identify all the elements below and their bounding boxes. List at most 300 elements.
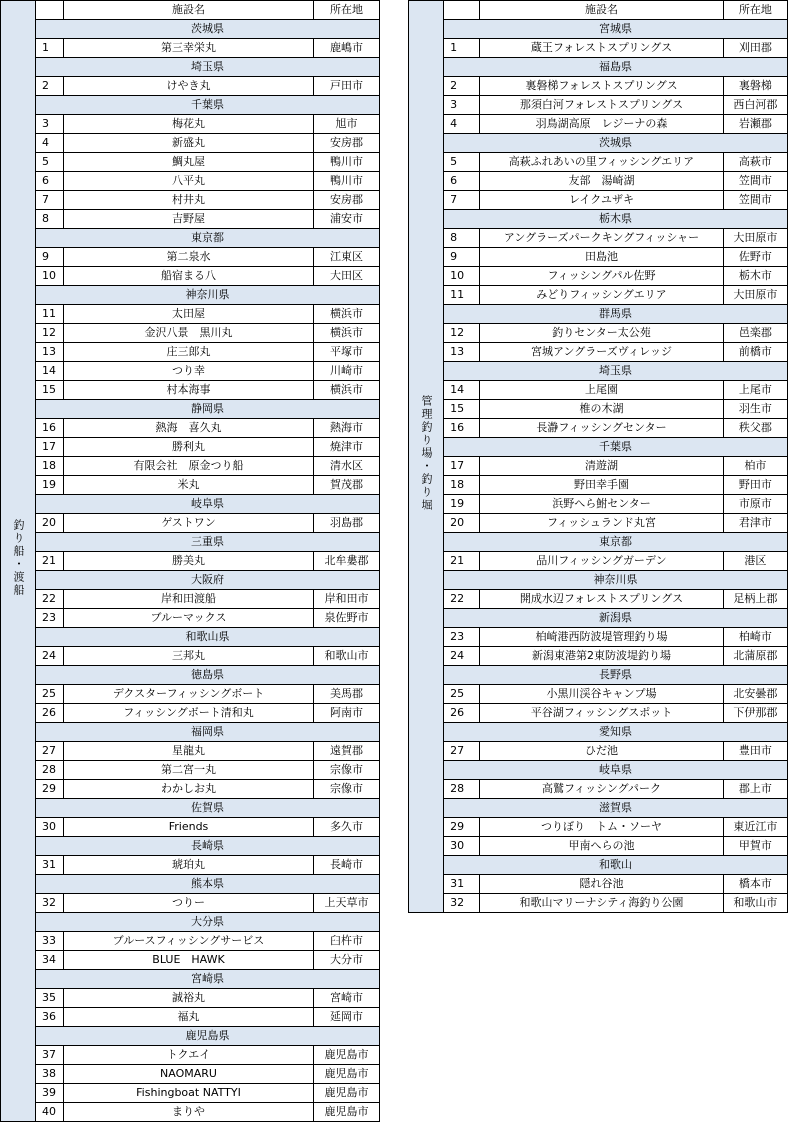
category-text: 管理釣り場・釣り堀 — [420, 395, 434, 512]
row-number: 24 — [36, 647, 64, 666]
row-number: 33 — [36, 932, 64, 951]
prefecture-row — [1, 20, 380, 39]
table-row — [1, 248, 380, 267]
prefecture-label: 埼玉県 — [36, 58, 380, 77]
row-number: 37 — [36, 1046, 64, 1065]
row-number: 17 — [36, 438, 64, 457]
location-name: 平塚市 — [314, 343, 380, 362]
row-number: 9 — [444, 248, 480, 267]
table-row — [409, 77, 788, 96]
table-row — [1, 77, 380, 96]
facility-name: けやき丸 — [64, 77, 314, 96]
facility-name: ゲストワン — [64, 514, 314, 533]
facility-name: 米丸 — [64, 476, 314, 495]
table-row — [409, 647, 788, 666]
location-name: 北安曇郡 — [723, 685, 787, 704]
row-number: 11 — [36, 305, 64, 324]
row-number: 19 — [444, 495, 480, 514]
row-number: 14 — [36, 362, 64, 381]
row-number: 18 — [444, 476, 480, 495]
facility-name: フィッシュランド丸宮 — [480, 514, 724, 533]
facility-name: 蔵王フォレストスプリングス — [480, 39, 724, 58]
table-row — [409, 514, 788, 533]
table-row — [1, 191, 380, 210]
prefecture-row — [409, 856, 788, 875]
prefecture-label: 長崎県 — [36, 837, 380, 856]
table-row — [409, 229, 788, 248]
facility-name: つりー — [64, 894, 314, 913]
prefecture-label: 茨城県 — [36, 20, 380, 39]
prefecture-row — [1, 533, 380, 552]
table-row — [1, 780, 380, 799]
location-name: 上天草市 — [314, 894, 380, 913]
prefecture-label: 群馬県 — [444, 305, 788, 324]
table-row — [409, 153, 788, 172]
row-number: 35 — [36, 989, 64, 1008]
row-number: 8 — [444, 229, 480, 248]
prefecture-label: 静岡県 — [36, 400, 380, 419]
table-row — [409, 96, 788, 115]
facility-name: 柏崎港西防波堤管理釣り場 — [480, 628, 724, 647]
table-row — [409, 818, 788, 837]
location-name: 秩父郡 — [723, 419, 787, 438]
location-name: 大田区 — [314, 267, 380, 286]
facility-name: 高萩ふれあいの里フィッシングエリア — [480, 153, 724, 172]
table-row — [409, 400, 788, 419]
table-row — [1, 476, 380, 495]
prefecture-row — [1, 286, 380, 305]
prefecture-row — [1, 628, 380, 647]
facility-name: ブルーマックス — [64, 609, 314, 628]
row-number: 13 — [444, 343, 480, 362]
table-row — [409, 476, 788, 495]
prefecture-label: 滋賀県 — [444, 799, 788, 818]
table-row — [1, 742, 380, 761]
row-number: 20 — [36, 514, 64, 533]
location-name: 宗像市 — [314, 761, 380, 780]
facility-name: 船宿まる八 — [64, 267, 314, 286]
row-number: 17 — [444, 457, 480, 476]
location-header: 所在地 — [314, 1, 380, 20]
prefecture-label: 佐賀県 — [36, 799, 380, 818]
table-row — [1, 1103, 380, 1122]
category-label — [1, 1, 36, 1122]
facility-name: 甲南へらの池 — [480, 837, 724, 856]
location-name: 賀茂郡 — [314, 476, 380, 495]
location-name: 佐野市 — [723, 248, 787, 267]
location-name: 下伊那郡 — [723, 704, 787, 723]
table-row — [1, 552, 380, 571]
location-name: 北牟婁郡 — [314, 552, 380, 571]
facility-name: 友部 湯崎湖 — [480, 172, 724, 191]
location-name: 豊田市 — [723, 742, 787, 761]
prefecture-row — [409, 134, 788, 153]
prefecture-row — [409, 305, 788, 324]
facility-name: 太田屋 — [64, 305, 314, 324]
row-number: 32 — [36, 894, 64, 913]
table-row — [409, 875, 788, 894]
prefecture-row — [409, 609, 788, 628]
facility-name: 鯛丸屋 — [64, 153, 314, 172]
prefecture-label: 埼玉県 — [444, 362, 788, 381]
facility-name: 岸和田渡船 — [64, 590, 314, 609]
row-number: 7 — [444, 191, 480, 210]
row-number: 39 — [36, 1084, 64, 1103]
table-row — [409, 685, 788, 704]
row-number: 15 — [36, 381, 64, 400]
location-name: 横浜市 — [314, 324, 380, 343]
facility-name: アングラーズパークキングフィッシャー — [480, 229, 724, 248]
prefecture-row — [1, 970, 380, 989]
location-name: 港区 — [723, 552, 787, 571]
row-number: 22 — [444, 590, 480, 609]
location-name: 野田市 — [723, 476, 787, 495]
location-name: 美馬郡 — [314, 685, 380, 704]
facility-name: 隠れ谷池 — [480, 875, 724, 894]
prefecture-row — [1, 666, 380, 685]
prefecture-label: 大分県 — [36, 913, 380, 932]
prefecture-label: 鹿児島県 — [36, 1027, 380, 1046]
facility-name: Fishingboat NATTYI — [64, 1084, 314, 1103]
facility-name: つり幸 — [64, 362, 314, 381]
location-name: 宗像市 — [314, 780, 380, 799]
row-number: 28 — [444, 780, 480, 799]
location-name: 鴨川市 — [314, 153, 380, 172]
prefecture-row — [409, 761, 788, 780]
location-name: 柏市 — [723, 457, 787, 476]
table-row — [409, 742, 788, 761]
row-number: 29 — [36, 780, 64, 799]
table-row — [1, 115, 380, 134]
prefecture-label: 千葉県 — [36, 96, 380, 115]
location-name: 刈田郡 — [723, 39, 787, 58]
row-number: 30 — [444, 837, 480, 856]
location-name: 延岡市 — [314, 1008, 380, 1027]
table-row — [1, 514, 380, 533]
row-number: 27 — [444, 742, 480, 761]
prefecture-row — [1, 58, 380, 77]
table-row — [1, 419, 380, 438]
facility-name: 熱海 喜久丸 — [64, 419, 314, 438]
table-row — [409, 343, 788, 362]
location-name: 高萩市 — [723, 153, 787, 172]
prefecture-row — [409, 723, 788, 742]
location-name: 横浜市 — [314, 381, 380, 400]
prefecture-row — [409, 799, 788, 818]
row-number: 12 — [36, 324, 64, 343]
row-number: 21 — [36, 552, 64, 571]
facility-name: 宮城アングラーズヴィレッジ — [480, 343, 724, 362]
location-name: 西白河郡 — [723, 96, 787, 115]
location-name: 横浜市 — [314, 305, 380, 324]
row-number: 31 — [36, 856, 64, 875]
table-row — [1, 362, 380, 381]
location-name: 焼津市 — [314, 438, 380, 457]
row-number: 1 — [36, 39, 64, 58]
number-header — [36, 1, 64, 20]
prefecture-row — [1, 495, 380, 514]
facility-name: 八平丸 — [64, 172, 314, 191]
facility-name: 有限会社 原金つり船 — [64, 457, 314, 476]
facility-name: 三邦丸 — [64, 647, 314, 666]
prefecture-row — [409, 362, 788, 381]
table-row — [409, 457, 788, 476]
category-text: 釣り船・渡船 — [12, 519, 25, 597]
row-number: 23 — [444, 628, 480, 647]
table-row — [409, 381, 788, 400]
facility-name: 庄三郎丸 — [64, 343, 314, 362]
fishing-boat-table — [0, 0, 380, 1122]
facility-name: フィッシングボート清和丸 — [64, 704, 314, 723]
location-name: 川崎市 — [314, 362, 380, 381]
row-number: 36 — [36, 1008, 64, 1027]
table-row — [1, 343, 380, 362]
prefecture-row — [409, 666, 788, 685]
row-number: 6 — [444, 172, 480, 191]
location-name: 鹿嶋市 — [314, 39, 380, 58]
location-name: 戸田市 — [314, 77, 380, 96]
table-row — [409, 590, 788, 609]
prefecture-label: 神奈川県 — [444, 571, 788, 590]
facility-name: 新潟東港第2東防波堤釣り場 — [480, 647, 724, 666]
table-row — [1, 609, 380, 628]
facility-name: Friends — [64, 818, 314, 837]
prefecture-label: 宮崎県 — [36, 970, 380, 989]
location-name: 旭市 — [314, 115, 380, 134]
prefecture-label: 東京都 — [444, 533, 788, 552]
table-row — [1, 39, 380, 58]
row-number: 27 — [36, 742, 64, 761]
location-name: 安房郡 — [314, 191, 380, 210]
location-name: 鹿児島市 — [314, 1084, 380, 1103]
table-row — [1, 1008, 380, 1027]
row-number: 18 — [36, 457, 64, 476]
location-name: 安房郡 — [314, 134, 380, 153]
facility-name: 那須白河フォレストスプリングス — [480, 96, 724, 115]
facility-name: 福丸 — [64, 1008, 314, 1027]
location-name: 宮崎市 — [314, 989, 380, 1008]
facility-header: 施設名 — [64, 1, 314, 20]
prefecture-label: 徳島県 — [36, 666, 380, 685]
location-name: 橋本市 — [723, 875, 787, 894]
row-number: 20 — [444, 514, 480, 533]
table-row — [409, 324, 788, 343]
row-number: 21 — [444, 552, 480, 571]
facility-name: 長瀞フィッシングセンター — [480, 419, 724, 438]
table-row — [409, 837, 788, 856]
facility-name: BLUE HAWK — [64, 951, 314, 970]
table-row — [1, 590, 380, 609]
row-number: 3 — [444, 96, 480, 115]
location-name: 鹿児島市 — [314, 1103, 380, 1122]
table-row — [1, 210, 380, 229]
location-name: 清水区 — [314, 457, 380, 476]
facility-name: 吉野屋 — [64, 210, 314, 229]
table-row — [409, 286, 788, 305]
number-header — [444, 1, 480, 20]
location-name: 足柄上郡 — [723, 590, 787, 609]
location-name: 栃木市 — [723, 267, 787, 286]
row-number: 30 — [36, 818, 64, 837]
table-row — [1, 153, 380, 172]
table-row — [409, 894, 788, 913]
location-name: 和歌山市 — [314, 647, 380, 666]
row-number: 1 — [444, 39, 480, 58]
location-name: 長崎市 — [314, 856, 380, 875]
location-name: 羽島郡 — [314, 514, 380, 533]
location-header: 所在地 — [723, 1, 787, 20]
facility-name: NAOMARU — [64, 1065, 314, 1084]
location-name: 笠間市 — [723, 191, 787, 210]
prefecture-label: 長野県 — [444, 666, 788, 685]
row-number: 11 — [444, 286, 480, 305]
facility-header: 施設名 — [480, 1, 724, 20]
prefecture-label: 新潟県 — [444, 609, 788, 628]
location-name: 熱海市 — [314, 419, 380, 438]
location-name: 裏磐梯 — [723, 77, 787, 96]
table-row — [1, 457, 380, 476]
row-number: 9 — [36, 248, 64, 267]
location-name: 和歌山市 — [723, 894, 787, 913]
prefecture-label: 茨城県 — [444, 134, 788, 153]
row-number: 5 — [444, 153, 480, 172]
row-number: 32 — [444, 894, 480, 913]
location-name: 江東区 — [314, 248, 380, 267]
table-row — [1, 647, 380, 666]
table-row — [409, 172, 788, 191]
table-row — [1, 1065, 380, 1084]
row-number: 4 — [36, 134, 64, 153]
facility-name: 第二泉水 — [64, 248, 314, 267]
prefecture-row — [409, 533, 788, 552]
prefecture-row — [1, 400, 380, 419]
prefecture-row — [1, 875, 380, 894]
facility-name: 平谷湖フィッシングスポット — [480, 704, 724, 723]
facility-name: 高鷲フィッシングパーク — [480, 780, 724, 799]
table-row — [1, 134, 380, 153]
table-row — [409, 628, 788, 647]
prefecture-label: 大阪府 — [36, 571, 380, 590]
facility-name: デクスターフィッシングボート — [64, 685, 314, 704]
facility-name: みどりフィッシングエリア — [480, 286, 724, 305]
facility-name: 新盛丸 — [64, 134, 314, 153]
facility-name: 裏磐梯フォレストスプリングス — [480, 77, 724, 96]
row-number: 25 — [444, 685, 480, 704]
row-number: 7 — [36, 191, 64, 210]
facility-name: わかしお丸 — [64, 780, 314, 799]
header-row — [1, 1, 380, 20]
row-number: 25 — [36, 685, 64, 704]
location-name: 上尾市 — [723, 381, 787, 400]
location-name: 鴨川市 — [314, 172, 380, 191]
facility-name: フィッシングパル佐野 — [480, 267, 724, 286]
table-row — [409, 419, 788, 438]
prefecture-row — [1, 799, 380, 818]
facility-name: レイクユザキ — [480, 191, 724, 210]
facility-name: 羽鳥湖高原 レジーナの森 — [480, 115, 724, 134]
facility-name: 勝美丸 — [64, 552, 314, 571]
prefecture-row — [1, 913, 380, 932]
table-row — [409, 704, 788, 723]
prefecture-label: 愛知県 — [444, 723, 788, 742]
facility-name: 小黒川渓谷キャンプ場 — [480, 685, 724, 704]
table-row — [1, 305, 380, 324]
facility-name: 和歌山マリーナシティ海釣り公園 — [480, 894, 724, 913]
row-number: 2 — [444, 77, 480, 96]
table-row — [1, 1046, 380, 1065]
prefecture-label: 熊本県 — [36, 875, 380, 894]
right-table-body — [409, 1, 788, 913]
facility-name: 釣りセンター太公苑 — [480, 324, 724, 343]
location-name: 郡上市 — [723, 780, 787, 799]
table-row — [409, 115, 788, 134]
table-row — [409, 248, 788, 267]
location-name: 鹿児島市 — [314, 1065, 380, 1084]
location-name: 羽生市 — [723, 400, 787, 419]
prefecture-row — [1, 723, 380, 742]
location-name: 大田原市 — [723, 229, 787, 248]
location-name: 多久市 — [314, 818, 380, 837]
facility-name: トクエイ — [64, 1046, 314, 1065]
row-number: 22 — [36, 590, 64, 609]
table-row — [1, 951, 380, 970]
row-number: 34 — [36, 951, 64, 970]
table-row — [1, 685, 380, 704]
facility-name: 琥珀丸 — [64, 856, 314, 875]
prefecture-row — [1, 96, 380, 115]
row-number: 38 — [36, 1065, 64, 1084]
location-name: 大田原市 — [723, 286, 787, 305]
facility-name: 勝利丸 — [64, 438, 314, 457]
prefecture-label: 宮城県 — [444, 20, 788, 39]
location-name: 笠間市 — [723, 172, 787, 191]
location-name: 甲賀市 — [723, 837, 787, 856]
table-row — [409, 267, 788, 286]
location-name: 遠賀郡 — [314, 742, 380, 761]
left-table-body — [1, 1, 380, 1122]
table-row — [1, 381, 380, 400]
location-name: 大分市 — [314, 951, 380, 970]
prefecture-row — [409, 58, 788, 77]
row-number: 19 — [36, 476, 64, 495]
location-name: 岩瀬郡 — [723, 115, 787, 134]
location-name: 泉佐野市 — [314, 609, 380, 628]
row-number: 12 — [444, 324, 480, 343]
row-number: 15 — [444, 400, 480, 419]
table-row — [1, 172, 380, 191]
location-name: 東近江市 — [723, 818, 787, 837]
table-row — [1, 818, 380, 837]
table-row — [409, 552, 788, 571]
prefecture-label: 福岡県 — [36, 723, 380, 742]
row-number: 6 — [36, 172, 64, 191]
facility-name: 浜野へら鮒センター — [480, 495, 724, 514]
facility-name: 田島池 — [480, 248, 724, 267]
facility-name: 開成水辺フォレストスプリングス — [480, 590, 724, 609]
prefecture-row — [409, 210, 788, 229]
table-row — [1, 856, 380, 875]
row-number: 23 — [36, 609, 64, 628]
prefecture-label: 千葉県 — [444, 438, 788, 457]
prefecture-label: 福島県 — [444, 58, 788, 77]
table-row — [1, 324, 380, 343]
location-name: 市原市 — [723, 495, 787, 514]
row-number: 24 — [444, 647, 480, 666]
facility-name: 星龍丸 — [64, 742, 314, 761]
location-name: 阿南市 — [314, 704, 380, 723]
row-number: 26 — [36, 704, 64, 723]
facility-name: 上尾園 — [480, 381, 724, 400]
